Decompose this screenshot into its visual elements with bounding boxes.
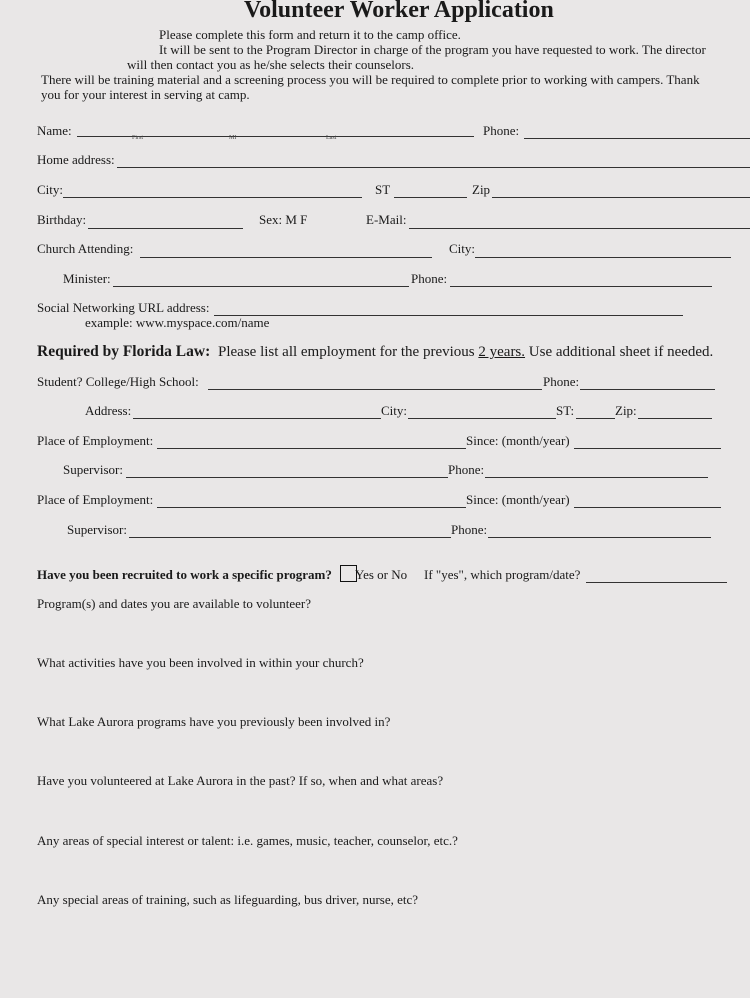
city-field[interactable] bbox=[63, 197, 362, 198]
supervisor-2-phone-label: Phone: bbox=[451, 522, 488, 537]
question-special-interest: Any areas of special interest or talent: i.e. games, music, teacher, counselor, etc.? bbox=[37, 833, 458, 848]
employment-1-since-label: Since: (month/year) bbox=[466, 433, 570, 448]
school-city-label: City: bbox=[381, 403, 408, 418]
question-special-training: Any special areas of training, such as lifeguarding, bus driver, nurse, etc? bbox=[37, 892, 419, 907]
church-label: Church Attending: bbox=[37, 241, 134, 256]
question-past-volunteering: Have you volunteered at Lake Aurora in the past? If so, when and what areas? bbox=[37, 773, 444, 788]
school-zip-field[interactable] bbox=[638, 418, 712, 419]
employment-heading: Required by Florida Law: bbox=[37, 343, 211, 360]
employment-period: 2 years. bbox=[478, 344, 526, 360]
st-label: ST bbox=[375, 182, 391, 197]
minister-label: Minister: bbox=[63, 271, 111, 286]
city-label: City: bbox=[37, 182, 64, 197]
birthday-field[interactable] bbox=[88, 228, 243, 229]
supervisor-1-phone-label: Phone: bbox=[448, 462, 485, 477]
supervisor-2-field[interactable] bbox=[129, 537, 451, 538]
employment-1-since-field[interactable] bbox=[574, 448, 721, 449]
intro-line-3: will then contact you as he/she selects their counselors. bbox=[127, 57, 415, 72]
employment-instruction: Please list all employment for the previous bbox=[218, 344, 475, 360]
employment-heading-line bbox=[37, 344, 713, 360]
email-label: E-Mail: bbox=[366, 212, 407, 227]
social-url-label: Social Networking URL address: bbox=[37, 300, 210, 315]
name-first-caption: First bbox=[132, 135, 144, 141]
name-mi-caption: MI bbox=[229, 135, 237, 141]
church-city-field[interactable] bbox=[475, 257, 731, 258]
intro-line-2: It will be sent to the Program Director in charge of the program you have requested to work. The director bbox=[159, 42, 706, 57]
intro-line-5: you for your interest in serving at camp. bbox=[41, 87, 250, 102]
recruit-question: Have you been recruited to work a specific program? bbox=[37, 567, 332, 582]
question-availability: Program(s) and dates you are available to volunteer? bbox=[37, 596, 311, 611]
employment-2-field[interactable] bbox=[157, 507, 466, 508]
student-school-field[interactable] bbox=[208, 389, 542, 390]
phone-field[interactable] bbox=[524, 138, 750, 139]
social-url-example: example: www.myspace.com/name bbox=[85, 315, 270, 330]
st-field[interactable] bbox=[394, 197, 467, 198]
employment-1-field[interactable] bbox=[157, 448, 466, 449]
zip-label: Zip bbox=[472, 182, 491, 197]
recruit-which-label: If "yes", which program/date? bbox=[424, 567, 581, 582]
employment-2-since-label: Since: (month/year) bbox=[466, 492, 570, 507]
student-phone-field[interactable] bbox=[580, 389, 715, 390]
employment-instruction-end: Use additional sheet if needed. bbox=[528, 344, 714, 360]
employment-1-label: Place of Employment: bbox=[37, 433, 154, 448]
minister-phone-field[interactable] bbox=[450, 286, 712, 287]
school-city-field[interactable] bbox=[408, 418, 556, 419]
social-url-field[interactable] bbox=[214, 315, 683, 316]
church-city-label: City: bbox=[449, 241, 476, 256]
question-previous-programs: What Lake Aurora programs have you previously been involved in? bbox=[37, 714, 391, 729]
intro-line-4: There will be training material and a screening process you will be required to complete prior to working with campers. Thank bbox=[41, 72, 700, 87]
recruit-which-field[interactable] bbox=[586, 582, 727, 583]
home-address-label: Home address: bbox=[37, 152, 115, 167]
school-st-field[interactable] bbox=[576, 418, 615, 419]
church-field[interactable] bbox=[140, 257, 432, 258]
question-church-activities: What activities have you been involved in within your church? bbox=[37, 655, 364, 670]
minister-field[interactable] bbox=[113, 286, 409, 287]
employment-2-label: Place of Employment: bbox=[37, 492, 154, 507]
student-phone-label: Phone: bbox=[543, 374, 580, 389]
phone-label: Phone: bbox=[483, 123, 520, 138]
sex-options[interactable]: Sex: M F bbox=[259, 212, 308, 227]
school-address-field[interactable] bbox=[133, 418, 381, 419]
school-zip-label: Zip: bbox=[615, 403, 637, 418]
name-last-caption: Last bbox=[326, 135, 337, 141]
school-address-label: Address: bbox=[85, 403, 132, 418]
minister-phone-label: Phone: bbox=[411, 271, 448, 286]
supervisor-2-label: Supervisor: bbox=[67, 522, 127, 537]
intro-line-1: Please complete this form and return it to the camp office. bbox=[159, 27, 461, 42]
page-title: Volunteer Worker Application bbox=[244, 0, 554, 23]
home-address-field[interactable] bbox=[117, 167, 750, 168]
name-label: Name: bbox=[37, 123, 72, 138]
supervisor-1-label: Supervisor: bbox=[63, 462, 123, 477]
supervisor-1-phone-field[interactable] bbox=[485, 477, 708, 478]
zip-field[interactable] bbox=[492, 197, 750, 198]
supervisor-2-phone-field[interactable] bbox=[488, 537, 711, 538]
employment-2-since-field[interactable] bbox=[574, 507, 721, 508]
recruit-yes-no: Yes or No bbox=[355, 567, 408, 582]
school-st-label: ST: bbox=[556, 403, 575, 418]
supervisor-1-field[interactable] bbox=[126, 477, 448, 478]
email-field[interactable] bbox=[409, 228, 750, 229]
birthday-label: Birthday: bbox=[37, 212, 87, 227]
student-label: Student? College/High School: bbox=[37, 374, 199, 389]
